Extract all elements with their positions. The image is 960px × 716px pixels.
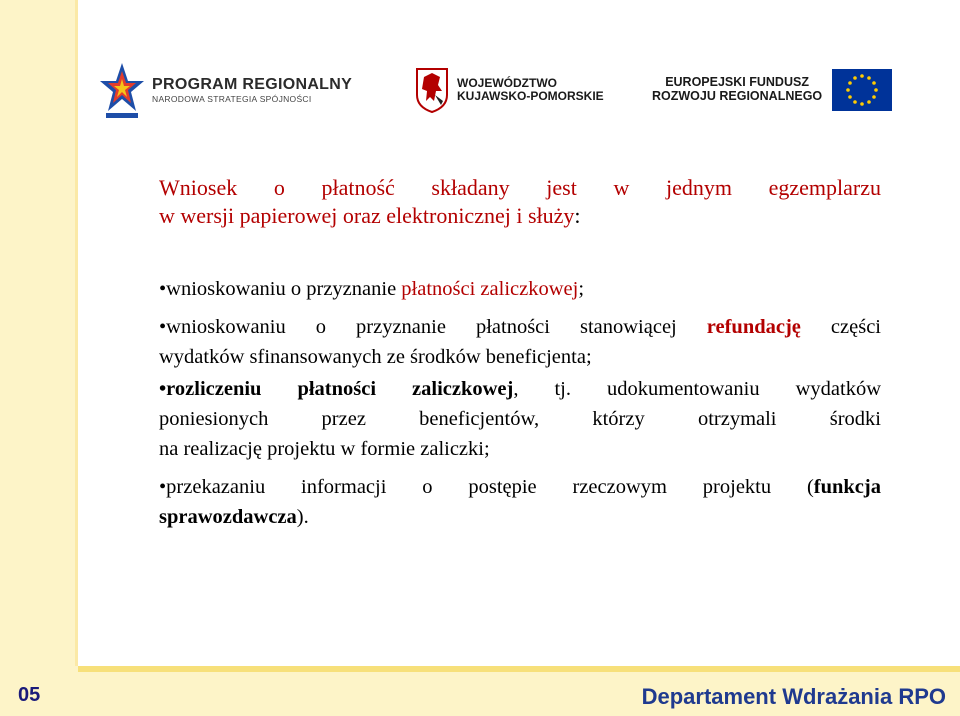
bullet1-highlight: płatności zaliczkowej	[401, 278, 579, 300]
bullet3-line3: na realizację projektu w formie zaliczki;	[159, 438, 490, 460]
bullet2-text: •wnioskowaniu o przyznanie płatności stanowiącej	[159, 316, 707, 338]
bullet4-end: ).	[296, 506, 309, 528]
bullet-refund	[159, 312, 881, 372]
eu-fund-line1: EUROPEJSKI FUNDUSZ	[665, 75, 809, 90]
eu-fund-logo	[652, 55, 902, 125]
voivodeship-line1: WOJEWÓDZTWO	[457, 75, 557, 90]
griffin-coat-of-arms-icon	[415, 67, 449, 113]
title-line-2: w wersji papierowej oraz elektronicznej i służy	[159, 203, 575, 228]
bullet2-text-end: części	[800, 316, 881, 338]
bullet4-bold: funkcja	[813, 476, 881, 498]
voivodeship-line2: KUJAWSKO-POMORSKIE	[457, 89, 604, 103]
bullet4-text: •przekazaniu informacji o postępie rzeczowym projektu (	[159, 476, 814, 498]
bullet-settlement	[159, 374, 881, 464]
eu-fund-line2: ROZWOJU REGIONALNEGO	[652, 89, 823, 103]
bullet2-highlight: refundację	[706, 316, 801, 338]
nss-star-emblem-icon	[100, 61, 144, 119]
title-colon: :	[574, 203, 581, 228]
eu-flag-icon	[832, 69, 892, 111]
department-name: Departament Wdrażania RPO	[641, 684, 946, 709]
title-line-1: Wniosek o płatność składany jest w jednym egzemplarzu	[159, 175, 881, 200]
slide-title	[159, 174, 881, 230]
footer-accent-line	[78, 666, 960, 672]
page-number: 05	[18, 684, 41, 706]
left-decor-strip	[0, 0, 78, 716]
bullet1-end: ;	[578, 278, 585, 300]
program-title: PROGRAM REGIONALNY	[152, 75, 353, 93]
bullet4-bold-line2: sprawozdawcza	[159, 506, 297, 528]
bullet3-bold: •rozliczeniu płatności zaliczkowej	[159, 378, 514, 400]
bullet2-line2: wydatków sfinansowanych ze środków beneficjenta;	[159, 346, 592, 368]
bullet1-text: •wnioskowaniu o przyznanie	[159, 278, 402, 300]
voivodeship-logo	[415, 55, 625, 125]
program-regionalny-logo	[100, 55, 370, 125]
bullet3-line2: poniesionych przez beneficjentów, którzy otrzymali środki	[159, 408, 881, 430]
bullet-advance-payment	[159, 274, 881, 304]
bullet3-text: , tj. udokumentowaniu wydatków	[513, 378, 881, 400]
bullet-reporting	[159, 472, 881, 532]
program-subtitle: NARODOWA STRATEGIA SPÓJNOŚCI	[152, 94, 312, 105]
